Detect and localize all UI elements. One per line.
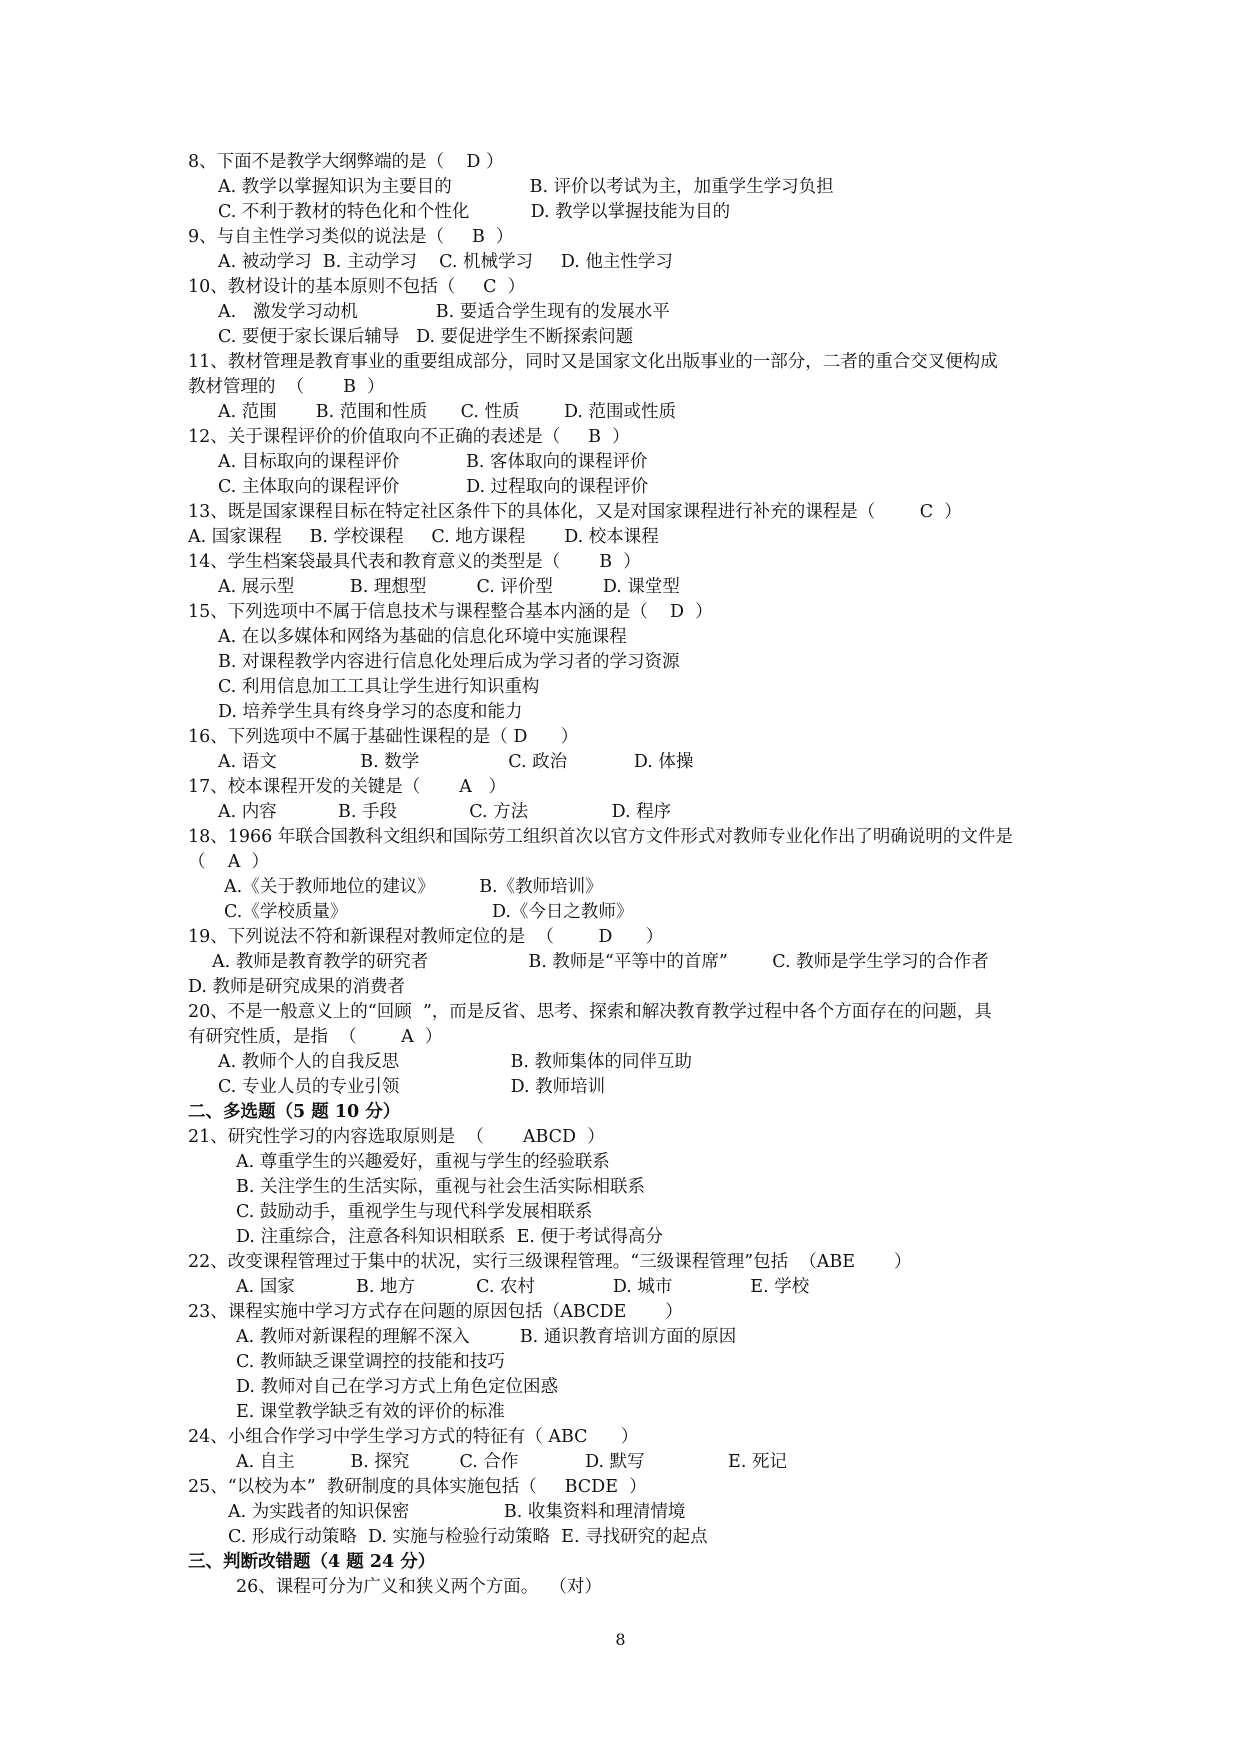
question-10: 10、教材设计的基本原则不包括（ C ） — [188, 277, 526, 297]
question-17: 17、校本课程开发的关键是（ A ） — [188, 777, 507, 797]
page-content — [188, 150, 1068, 1600]
question-15: 15、下列选项中不属于信息技术与课程整合基本内涵的是（ D ） — [188, 602, 713, 622]
option-line: C.《学校质量》 D.《今日之教师》 — [224, 902, 634, 922]
question-22: 22、改变课程管理过于集中的状况，实行三级课程管理。“三级课程管理”包括 （ABE ） — [188, 1252, 912, 1272]
question-14: 14、学生档案袋最具代表和教育意义的类型是（ B ） — [188, 552, 641, 572]
option-line: A. 国家课程 B. 学校课程 C. 地方课程 D. 校本课程 — [188, 527, 659, 547]
option-line: A. 被动学习 B. 主动学习 C. 机械学习 D. 他主性学习 — [218, 252, 673, 272]
option-line: C. 形成行动策略 D. 实施与检验行动策略 E. 寻找研究的起点 — [228, 1527, 708, 1547]
option-line: A. 为实践者的知识保密 B. 收集资料和理清情境 — [228, 1502, 686, 1522]
option-line: A. 语文 B. 数学 C. 政治 D. 体操 — [218, 752, 694, 772]
question-8: 8、下面不是教学大纲弊端的是（ D ） — [188, 152, 504, 172]
option-line: A. 自主 B. 探究 C. 合作 D. 默写 E. 死记 — [236, 1452, 787, 1472]
option-line: A. 教师对新课程的理解不深入 B. 通识教育培训方面的原因 — [236, 1327, 737, 1347]
question-16: 16、下列选项中不属于基础性课程的是（ D ） — [188, 727, 579, 747]
option-line: D. 教师对自己在学习方式上角色定位困惑 — [236, 1377, 559, 1397]
option-line: D. 注重综合，注意各科知识相联系 E. 便于考试得高分 — [236, 1227, 664, 1247]
option-line: A. 教师是教育教学的研究者 B. 教师是“平等中的首席” C. 教师是学生学习的合作者 — [212, 952, 989, 972]
option-line: A. 教师个人的自我反思 B. 教师集体的同伴互助 — [218, 1052, 693, 1072]
option-line: B. 对课程教学内容进行信息化处理后成为学习者的学习资源 — [218, 652, 680, 672]
option-line: A. 在以多媒体和网络为基础的信息化环境中实施课程 — [218, 627, 627, 647]
option-line: A.《关于教师地位的建议》 B.《教师培训》 — [224, 877, 603, 897]
option-line: A. 教学以掌握知识为主要目的 B. 评价以考试为主，加重学生学习负担 — [218, 177, 834, 197]
option-line: C. 不利于教材的特色化和个性化 D. 教学以掌握技能为目的 — [218, 202, 731, 222]
option-line: A. 国家 B. 地方 C. 农村 D. 城市 E. 学校 — [236, 1277, 810, 1297]
option-line: C. 主体取向的课程评价 D. 过程取向的课程评价 — [218, 477, 649, 497]
question-18: 18、1966 年联合国教科文组织和国际劳工组织首次以官方文件形式对教师专业化作出了明确说明的文件是 — [188, 827, 1013, 847]
question-9: 9、与自主性学习类似的说法是（ B ） — [188, 227, 514, 247]
option-line: A. 内容 B. 手段 C. 方法 D. 程序 — [218, 802, 672, 822]
question-13: 13、既是国家课程目标在特定社区条件下的具体化，又是对国家课程进行补充的课程是（ C ） — [188, 502, 962, 522]
option-line: C. 专业人员的专业引领 D. 教师培训 — [218, 1077, 606, 1097]
option-line: C. 要便于家长课后辅导 D. 要促进学生不断探索问题 — [218, 327, 634, 347]
option-line: A. 目标取向的课程评价 B. 客体取向的课程评价 — [218, 452, 648, 472]
question-18-cont: （ A ） — [188, 852, 270, 872]
question-21: 21、研究性学习的内容选取原则是 （ ABCD ） — [188, 1127, 605, 1147]
option-line: E. 课堂教学缺乏有效的评价的标准 — [236, 1402, 505, 1422]
option-line: D. 培养学生具有终身学习的态度和能力 — [218, 702, 523, 722]
option-line: A. 范围 B. 范围和性质 C. 性质 D. 范围或性质 — [218, 402, 676, 422]
question-20-cont: 有研究性质，是指 （ A ） — [188, 1027, 443, 1047]
question-23: 23、课程实施中学习方式存在问题的原因包括（ABCDE ） — [188, 1302, 683, 1322]
question-11: 11、教材管理是教育事业的重要组成部分，同时又是国家文化出版事业的一部分，二者的重合交叉便构成 — [188, 352, 998, 372]
section-heading-true-false: 三、判断改错题（4 题 24 分） — [188, 1552, 436, 1572]
option-line: C. 鼓励动手，重视学生与现代科学发展相联系 — [236, 1202, 593, 1222]
question-20: 20、不是一般意义上的“回顾 ”，而是反省、思考、探索和解决教育教学过程中各个方面存在的问题，具 — [188, 1002, 992, 1022]
question-25: 25、“以校为本” 教研制度的具体实施包括（ BCDE ） — [188, 1477, 647, 1497]
option-line: B. 关注学生的生活实际，重视与社会生活实际相联系 — [236, 1177, 645, 1197]
question-11-cont: 教材管理的 （ B ） — [188, 377, 385, 397]
question-26: 26、课程可分为广义和狭义两个方面。 （对） — [236, 1577, 602, 1597]
option-line: A. 尊重学生的兴趣爱好，重视与学生的经验联系 — [236, 1152, 610, 1172]
option-line: D. 教师是研究成果的消费者 — [188, 977, 406, 997]
option-line: A. 展示型 B. 理想型 C. 评价型 D. 课堂型 — [218, 577, 680, 597]
page-number: 8 — [615, 1630, 626, 1649]
section-heading-multiple-choice: 二、多选题（5 题 10 分） — [188, 1102, 401, 1122]
question-19: 19、下列说法不符和新课程对教师定位的是 （ D ） — [188, 927, 664, 947]
option-line: C. 利用信息加工工具让学生进行知识重构 — [218, 677, 540, 697]
option-line: A. 激发学习动机 B. 要适合学生现有的发展水平 — [218, 302, 670, 322]
question-24: 24、小组合作学习中学生学习方式的特征有（ ABC ） — [188, 1427, 639, 1447]
question-12: 12、关于课程评价的价值取向不正确的表述是（ B ） — [188, 427, 630, 447]
option-line: C. 教师缺乏课堂调控的技能和技巧 — [236, 1352, 505, 1372]
